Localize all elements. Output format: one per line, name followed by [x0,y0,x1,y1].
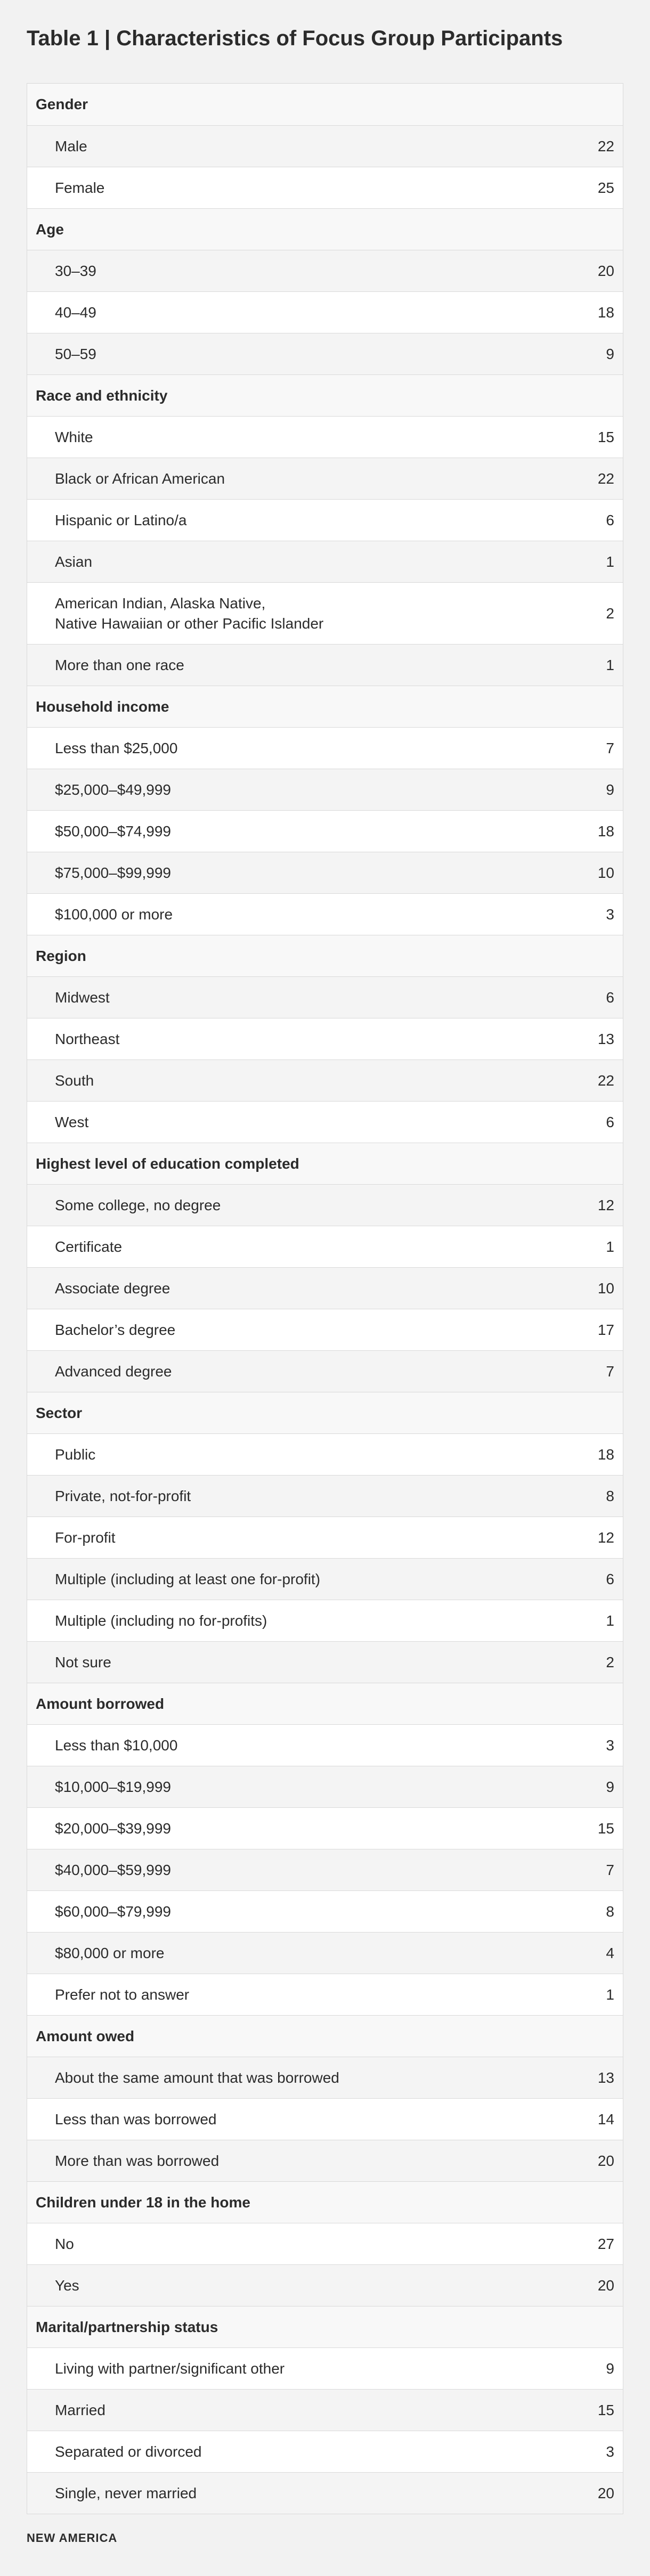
table-row [27,2347,623,2389]
row-count: 10 [597,864,614,881]
row-count: 10 [597,1279,614,1297]
row-label: American Indian, Alaska Native, Native Hawaiian or other Pacific Islander [55,594,324,632]
table-row [27,1350,623,1392]
table-row [27,1766,623,1807]
row-label: Living with partner/significant other [55,2360,285,2377]
group-header-row [27,2306,623,2347]
row-label: Prefer not to answer [55,1986,190,2003]
row-count: 17 [597,1321,614,1338]
table-row [27,2472,623,2514]
row-count: 22 [597,137,614,154]
table-row [27,1890,623,1932]
row-count: 13 [597,2069,614,2086]
row-label: For-profit [55,1529,116,1546]
group-header-label: Children under 18 in the home [36,2194,250,2211]
group-header-row [27,374,623,416]
row-label: Private, not-for-profit [55,1487,191,1504]
table-row [27,1517,623,1558]
table-row [27,727,623,769]
row-count: 20 [597,2152,614,2169]
table-title: Table 1 | Characteristics of Focus Group Participants [27,27,563,50]
table-row [27,1226,623,1267]
row-label: Less than $25,000 [55,739,178,756]
table-row [27,2140,623,2181]
table-row [27,1018,623,1059]
row-count: 1 [606,1986,614,2003]
table-row [27,2264,623,2306]
table-row [27,1807,623,1849]
row-count: 2 [606,1653,614,1670]
row-label: South [55,1072,94,1089]
row-count: 8 [606,1487,614,1504]
row-count: 6 [606,1570,614,1587]
table-row [27,1558,623,1600]
row-count: 9 [606,781,614,798]
row-label: Multiple (including no for-profits) [55,1612,267,1629]
row-count: 7 [606,739,614,756]
table-row [27,1101,623,1143]
row-count: 15 [597,2401,614,2418]
table-row [27,976,623,1018]
row-label: Female [55,179,105,196]
group-header-row [27,686,623,727]
row-count: 20 [597,2484,614,2501]
row-count: 12 [597,1529,614,1546]
row-label: About the same amount that was borrowed [55,2069,339,2086]
table-row [27,644,623,686]
group-header-label: Sector [36,1404,83,1421]
row-count: 3 [606,2443,614,2460]
row-count: 2 [606,605,614,622]
row-label: Multiple (including at least one for-profit) [55,1570,321,1587]
row-label: $50,000–$74,999 [55,822,171,839]
row-count: 6 [606,1113,614,1130]
row-label: Asian [55,553,93,570]
group-header-row [27,2181,623,2223]
row-label: Less than was borrowed [55,2110,217,2127]
row-count: 22 [597,470,614,487]
row-label: Northeast [55,1030,120,1047]
table-row [27,1267,623,1309]
row-count: 1 [606,656,614,673]
table-row [27,125,623,167]
row-count: 1 [606,1238,614,1255]
row-label: $80,000 or more [55,1944,165,1961]
row-label: Some college, no degree [55,1196,221,1213]
table-row [27,2389,623,2431]
row-count: 22 [597,1072,614,1089]
row-label: Advanced degree [55,1363,172,1380]
row-count: 9 [606,1778,614,1795]
row-label: Not sure [55,1653,111,1670]
row-count: 1 [606,1612,614,1629]
row-label: Black or African American [55,470,225,487]
row-count: 7 [606,1861,614,1878]
table-row [27,250,623,291]
row-label: West [55,1113,89,1130]
table-row [27,1184,623,1226]
group-header-label: Amount owed [36,2027,135,2044]
group-header-label: Highest level of education completed [36,1155,299,1172]
table-row [27,541,623,582]
row-count: 15 [597,428,614,445]
table-row [27,1600,623,1641]
row-label: $10,000–$19,999 [55,1778,171,1795]
table-row [27,333,623,374]
row-label: Public [55,1446,96,1463]
group-header-label: Household income [36,698,169,715]
row-label: Midwest [55,989,110,1006]
row-label: Certificate [55,1238,123,1255]
table-row [27,2057,623,2098]
table-row [27,1724,623,1766]
row-count: 12 [597,1196,614,1213]
table-row [27,893,623,935]
table-row [27,1974,623,2015]
row-count: 7 [606,1363,614,1380]
row-label: Associate degree [55,1279,170,1297]
row-label: Bachelor’s degree [55,1321,176,1338]
table-row [27,1641,623,1683]
row-label: Yes [55,2277,79,2294]
group-header-row [27,1392,623,1433]
table-row [27,852,623,893]
row-count: 27 [597,2235,614,2252]
group-header-row [27,935,623,976]
row-label: No [55,2235,74,2252]
row-count: 18 [597,304,614,321]
row-count: 6 [606,989,614,1006]
group-header-label: Race and ethnicity [36,387,168,404]
row-count: 9 [606,2360,614,2377]
row-label: $20,000–$39,999 [55,1820,171,1837]
table-row [27,1475,623,1517]
table-row [27,167,623,208]
table-row [27,1309,623,1350]
table-row [27,291,623,333]
table-row [27,1433,623,1475]
row-count: 4 [606,1944,614,1961]
row-label: $100,000 or more [55,906,173,923]
group-header-row [27,208,623,250]
table-row [27,458,623,499]
group-header-label: Gender [36,96,88,112]
footer-logo-text: NEW AMERICA [27,2531,118,2545]
row-count: 3 [606,906,614,923]
table-row [27,1059,623,1101]
table-row [27,2223,623,2264]
row-label: White [55,428,93,445]
row-label: More than was borrowed [55,2152,220,2169]
row-label: 30–39 [55,262,96,279]
row-count: 18 [597,1446,614,1463]
group-header-row [27,1143,623,1184]
group-header-label: Region [36,947,86,964]
row-label: 40–49 [55,304,96,321]
row-label: 50–59 [55,345,96,362]
table-row [27,499,623,541]
table-row [27,769,623,810]
row-count: 3 [606,1737,614,1754]
row-label: Married [55,2401,105,2418]
row-label: Separated or divorced [55,2443,202,2460]
row-label: More than one race [55,656,184,673]
group-header-row [27,84,623,125]
table-row [27,1849,623,1890]
row-label: $75,000–$99,999 [55,864,171,881]
table-row [27,582,623,644]
row-count: 18 [597,822,614,839]
group-header-row [27,2015,623,2057]
row-label: $25,000–$49,999 [55,781,171,798]
row-label: Less than $10,000 [55,1737,178,1754]
row-count: 9 [606,345,614,362]
table-row [27,2431,623,2472]
table-row [27,1932,623,1974]
row-count: 14 [597,2110,614,2127]
row-count: 20 [597,2277,614,2294]
row-label: Male [55,137,87,154]
row-label: Hispanic or Latino/a [55,511,187,528]
table-row [27,416,623,458]
table-row [27,810,623,852]
row-count: 20 [597,262,614,279]
group-header-label: Age [36,221,64,238]
characteristics-table [27,83,623,2514]
table-row [27,2098,623,2140]
row-label: $60,000–$79,999 [55,1903,171,1920]
group-header-label: Amount borrowed [36,1695,165,1712]
group-header-row [27,1683,623,1724]
row-label: $40,000–$59,999 [55,1861,171,1878]
row-count: 1 [606,553,614,570]
row-count: 8 [606,1903,614,1920]
group-header-label: Marital/partnership status [36,2318,218,2335]
row-label: Single, never married [55,2484,197,2501]
row-count: 25 [597,179,614,196]
row-count: 6 [606,511,614,528]
row-count: 15 [597,1820,614,1837]
row-count: 13 [597,1030,614,1047]
